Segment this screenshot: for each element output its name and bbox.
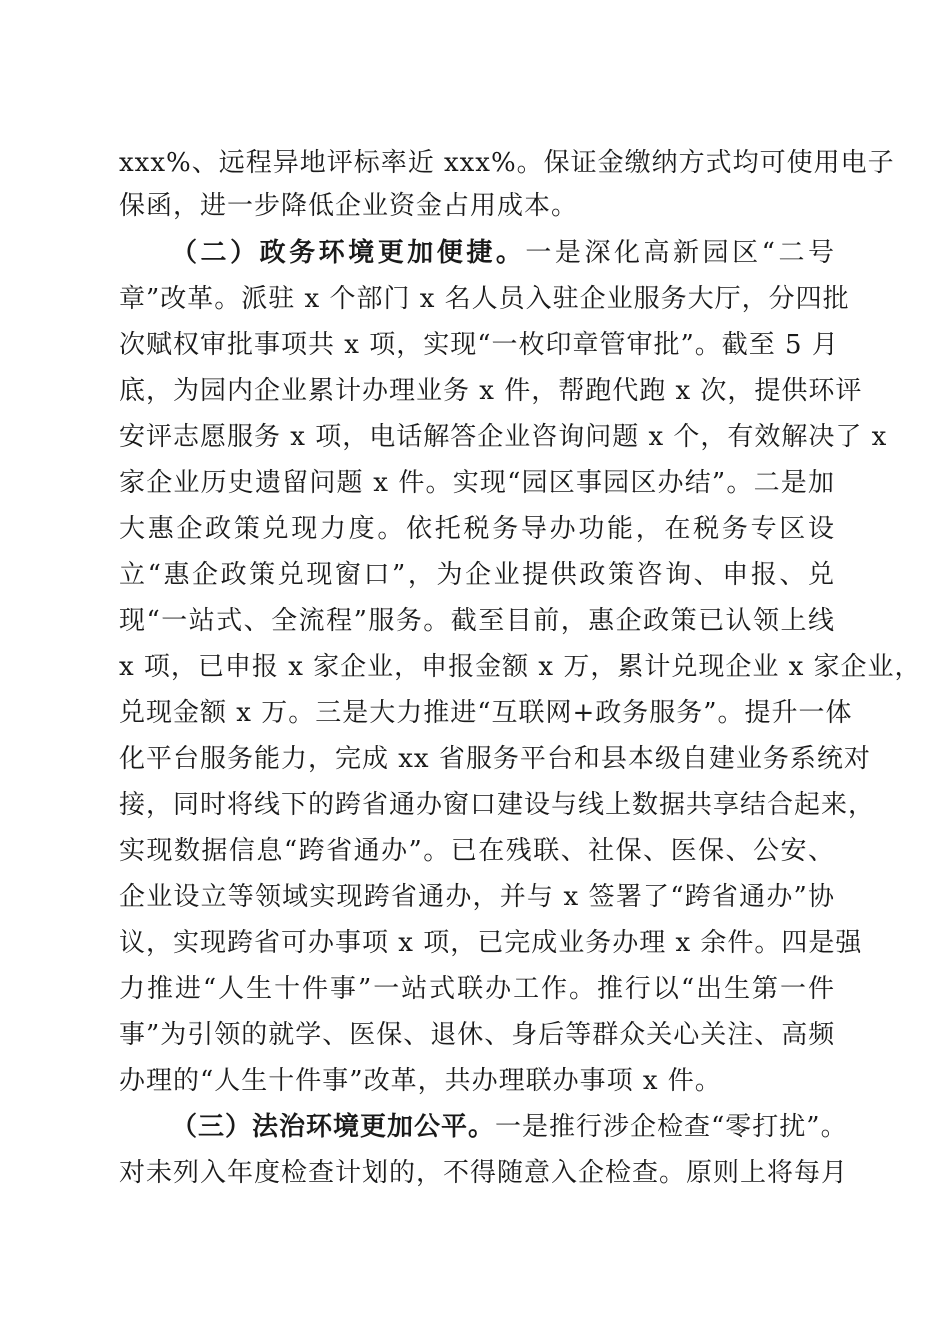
body-line-3: 章”改革。派驻 x 个部门 x 名人员入驻企业服务大厅，分四批 [119, 284, 850, 314]
section-2-first-line [171, 233, 835, 273]
body-line-18: 力推进“人生十件事”一站式联办工作。推行以“出生第一件 [119, 974, 835, 1004]
section-3-first-line [171, 1107, 848, 1147]
body-line-10: 现“一站式、全流程”服务。截至目前，惠企政策已认领上线 [119, 606, 835, 636]
section-2-lead-text: 一是深化高新园区“二号 [525, 238, 835, 268]
body-line-15: 实现数据信息“跨省通办”。已在残联、社保、医保、公安、 [119, 836, 835, 866]
body-line-11: x 项，已申报 x 家企业，申报金额 x 万，累计兑现企业 x 家企业， [119, 652, 922, 682]
body-line-1: xxx%、远程异地评标率近 xxx%。保证金缴纳方式均可使用电子 [119, 148, 895, 178]
section-3-heading: （三）法治环境更加公平。 [171, 1112, 496, 1142]
body-line-2: 保函，进一步降低企业资金占用成本。 [119, 191, 579, 221]
section-3-lead-text: 一是推行涉企检查“零打扰”。 [495, 1112, 848, 1142]
body-line-13: 化平台服务能力，完成 xx 省服务平台和县本级自建业务系统对 [119, 744, 871, 774]
body-line-14: 接，同时将线下的跨省通办窗口建设与线上数据共享结合起来， [119, 790, 876, 820]
body-line-16: 企业设立等领域实现跨省通办，并与 x 签署了“跨省通办”协 [119, 882, 835, 912]
body-line-4: 次赋权审批事项共 x 项，实现“一枚印章管审批”。截至 5 月 [119, 330, 839, 360]
body-line-12: 兑现金额 x 万。三是大力推进“互联网+政务服务”。提升一体 [119, 698, 853, 728]
body-line-5: 底，为园内企业累计办理业务 x 件，帮跑代跑 x 次，提供环评 [119, 376, 863, 406]
body-line-6: 安评志愿服务 x 项，电话解答企业咨询问题 x 个，有效解决了 x [119, 422, 888, 452]
body-line-9: 立“惠企政策兑现窗口”，为企业提供政策咨询、申报、兑 [119, 560, 835, 590]
body-line-21: 对未列入年度检查计划的，不得随意入企检查。原则上将每月 [119, 1158, 849, 1188]
body-line-7: 家企业历史遗留问题 x 件。实现“园区事园区办结”。二是加 [119, 468, 835, 498]
body-line-20: 办理的“人生十件事”改革，共办理联办事项 x 件。 [119, 1066, 722, 1096]
body-line-19: 事”为引领的就学、医保、退休、身后等群众关心关注、高频 [119, 1020, 836, 1050]
body-line-17: 议，实现跨省可办事项 x 项，已完成业务办理 x 余件。四是强 [119, 928, 863, 958]
body-line-8: 大惠企政策兑现力度。依托税务导办功能，在税务专区设 [119, 514, 835, 544]
section-2-heading: （二）政务环境更加便捷。 [171, 238, 526, 268]
